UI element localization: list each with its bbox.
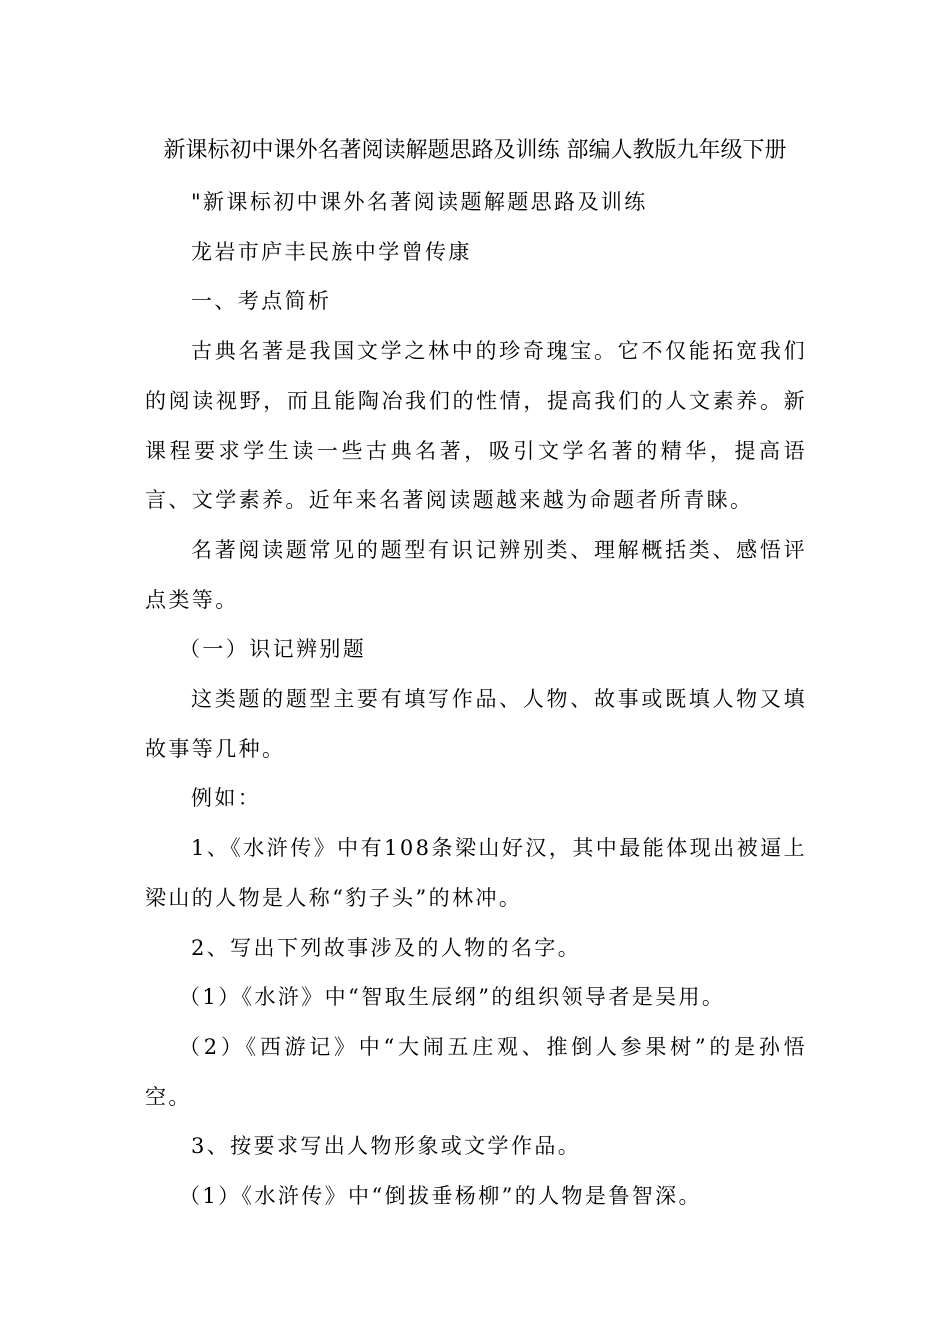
document-title: 新课标初中课外名著阅读解题思路及训练 部编人教版九年级下册 bbox=[163, 138, 787, 163]
body-paragraph: 古典名著是我国文学之林中的珍奇瑰宝。它不仅能拓宽我们的阅读视野，而且能陶冶我们的性情，提高我们的人文素养。新课程要求学生读一些古典名著，吸引文学名著的精华，提高语言、文学素养。近年来名著阅读题越来越为命题者所青睐。 bbox=[145, 339, 807, 513]
body-paragraph: 例如： bbox=[191, 786, 262, 811]
body-paragraph: 2、写出下列故事涉及的人物的名字。 bbox=[191, 935, 582, 960]
body-paragraph: 3、按要求写出人物形象或文学作品。 bbox=[191, 1134, 582, 1159]
body-paragraph: （1）《水浒传》中“倒拔垂杨柳”的人物是鲁智深。 bbox=[179, 1184, 702, 1209]
body-paragraph: 这类题的题型主要有填写作品、人物、故事或既填人物又填故事等几种。 bbox=[145, 687, 807, 761]
body-paragraph: （一）识记辨别题 bbox=[179, 637, 367, 662]
body-paragraph: 名著阅读题常见的题型有识记辨别类、理解概括类、感悟评点类等。 bbox=[145, 537, 807, 612]
body-paragraph: 龙岩市庐丰民族中学曾传康 bbox=[191, 239, 472, 264]
body-paragraph: 1、《水浒传》中有108条梁山好汉，其中最能体现出被逼上梁山的人物是人称“豹子头”的林冲。 bbox=[145, 836, 807, 910]
body-paragraph: 一、考点简析 bbox=[191, 289, 332, 314]
body-paragraph: （2）《西游记》中“大闹五庄观、推倒人参果树”的是孙悟空。 bbox=[145, 1034, 807, 1109]
body-paragraph: "新课标初中课外名著阅读题解题思路及训练 bbox=[191, 190, 648, 214]
body-paragraph: （1）《水浒》中“智取生辰纲”的组织领导者是吴用。 bbox=[179, 985, 726, 1010]
document-body bbox=[145, 178, 807, 1222]
